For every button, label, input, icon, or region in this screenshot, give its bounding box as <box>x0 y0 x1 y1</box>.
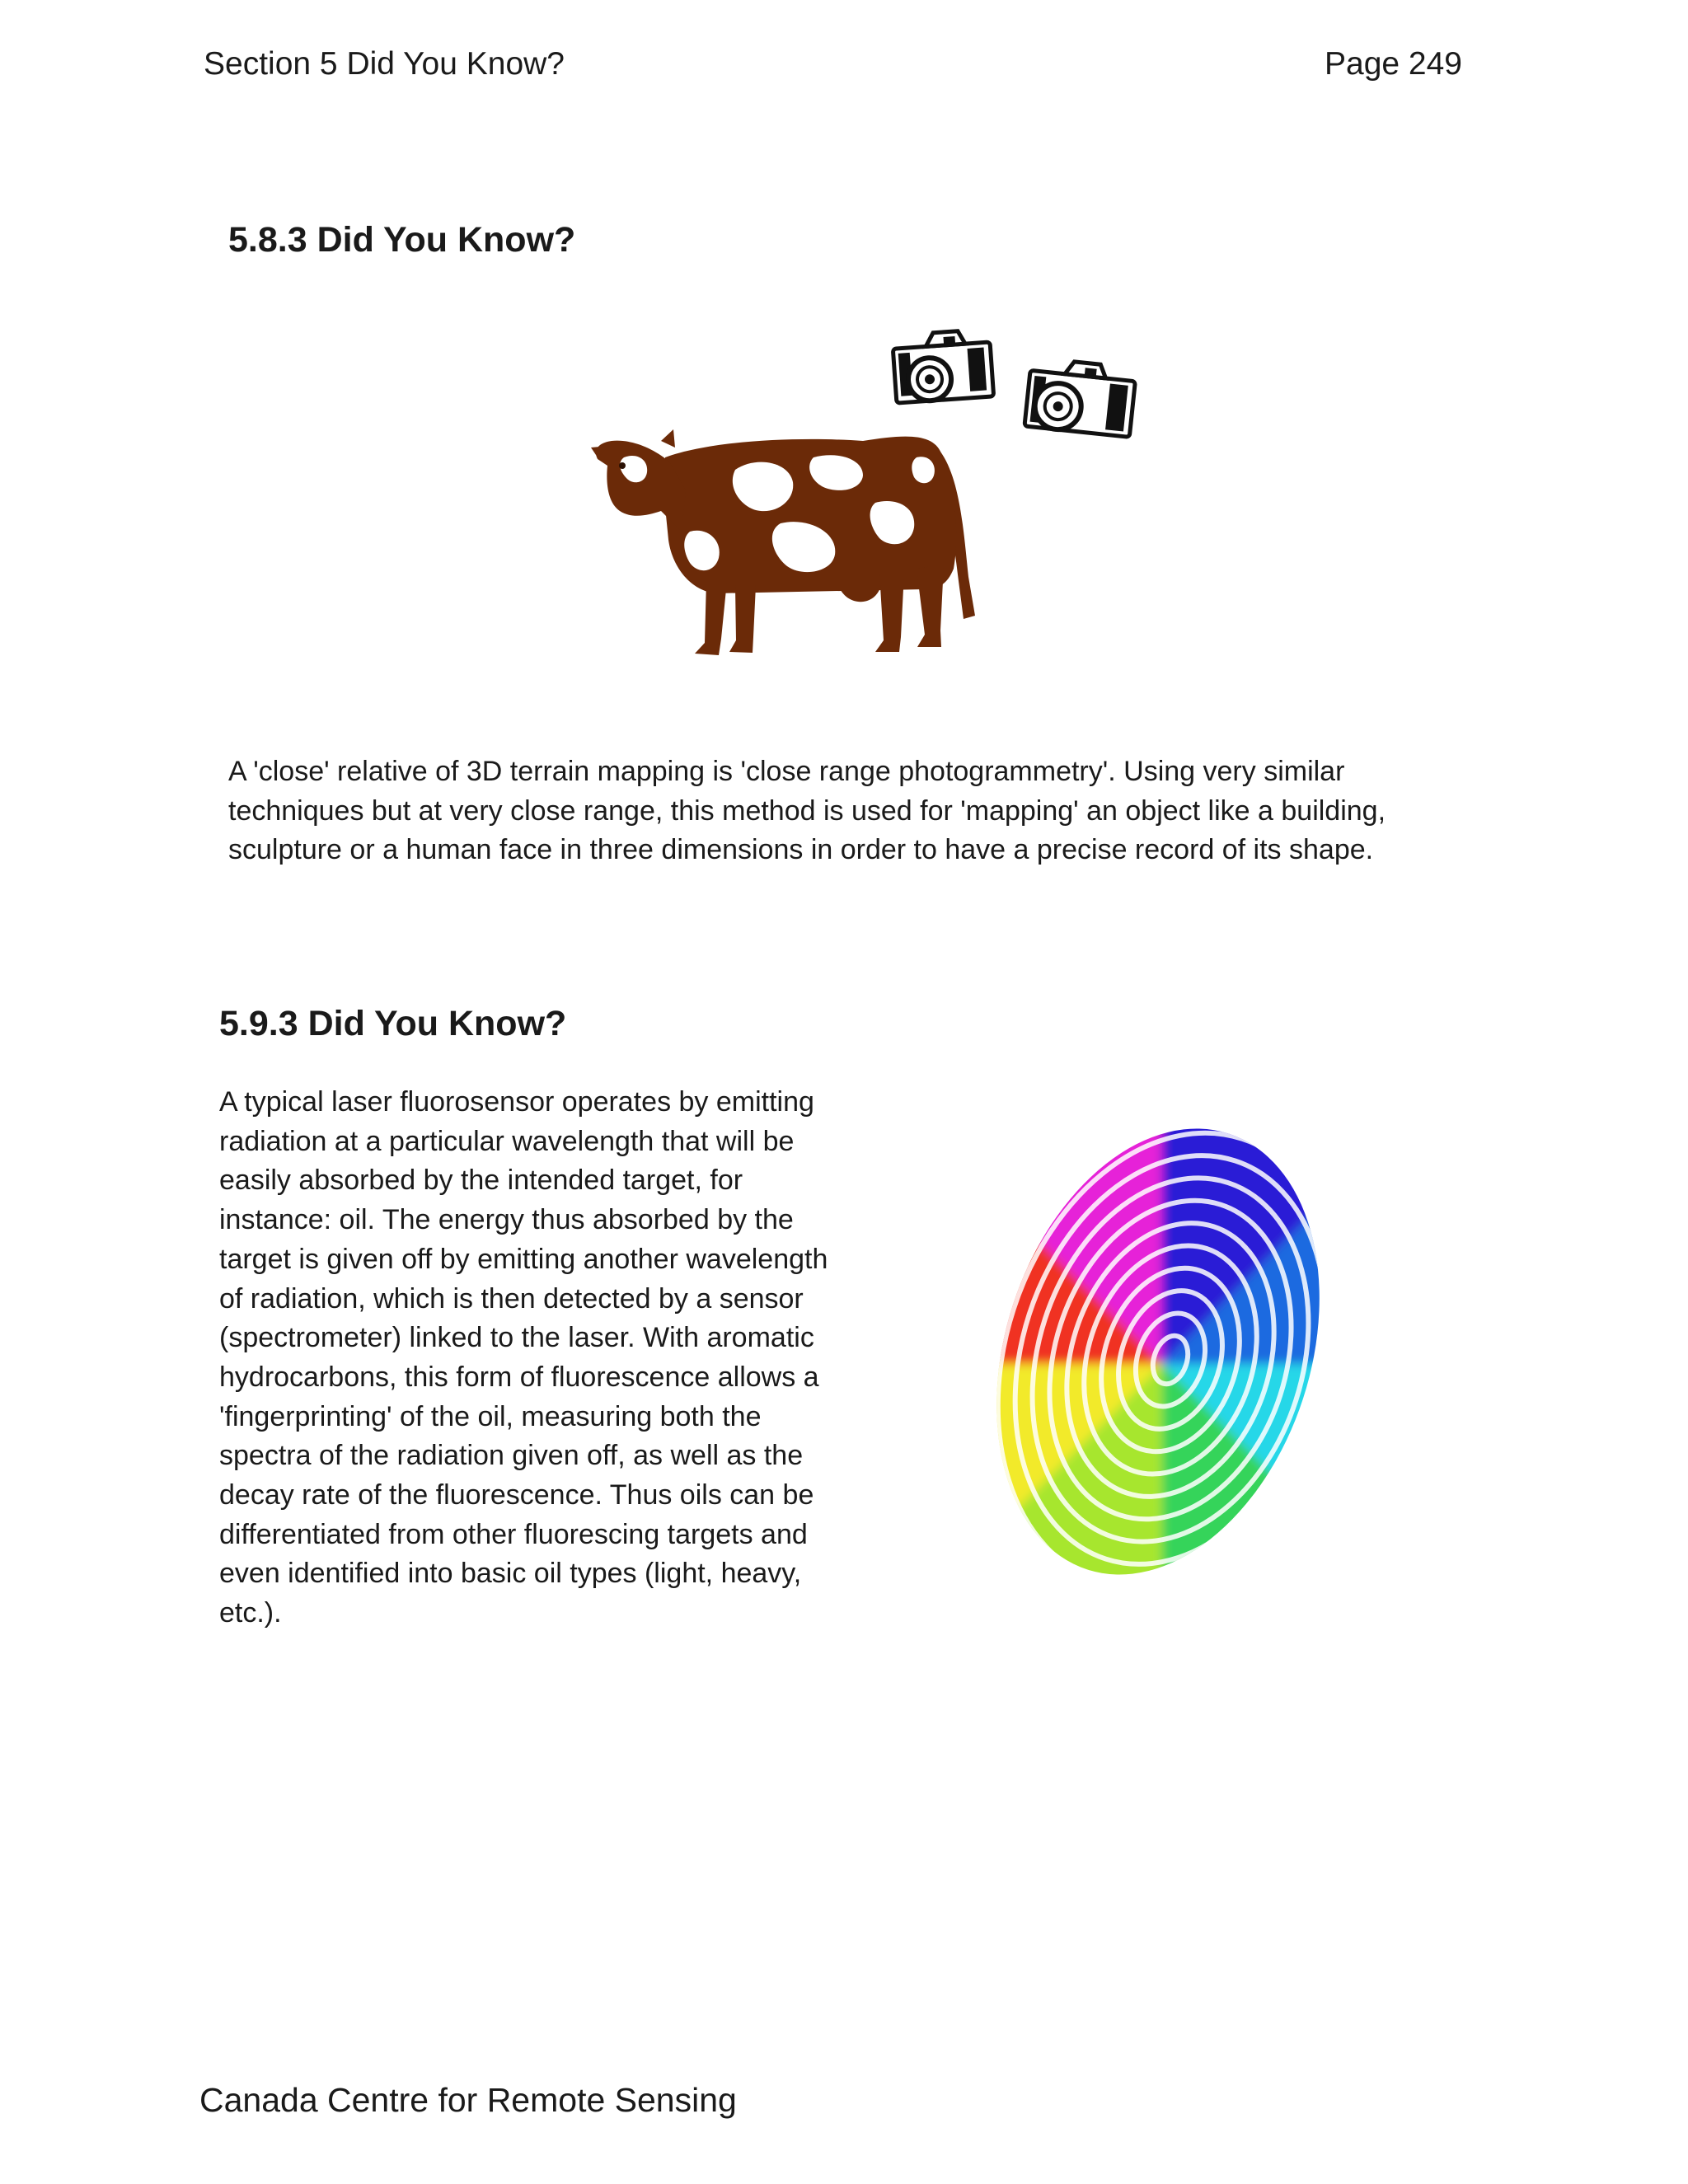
paragraph-line: even identified into basic oil types (light, heavy, <box>219 1558 802 1590</box>
paragraph-line: instance: oil. The energy thus absorbed by the <box>219 1204 794 1236</box>
paragraph-line: differentiated from other fluorescing targets and <box>219 1518 808 1550</box>
paragraph-line: A 'close' relative of 3D terrain mapping is 'close range photogrammetry'. Using very similar <box>228 756 1345 787</box>
paragraph-line: target is given off by emitting another wavelength <box>219 1243 828 1275</box>
fingerprint-illustration <box>985 1113 1331 1591</box>
section-593-paragraph <box>219 1083 895 1633</box>
camera-icon <box>1020 354 1143 441</box>
fingerprint-icon <box>985 1113 1331 1591</box>
paragraph-line: techniques but at very close range, this method is used for 'mapping' an object like a building, <box>228 794 1386 827</box>
paragraph-line: 'fingerprinting' of the oil, measuring both the <box>219 1400 762 1432</box>
section-583-paragraph <box>228 752 1481 870</box>
footer-organization: Canada Centre for Remote Sensing <box>199 2081 737 2119</box>
running-header-page-number: Page 249 <box>1325 46 1462 82</box>
paragraph-line: etc.). <box>219 1597 282 1629</box>
section-583-heading: 5.8.3 Did You Know? <box>228 220 576 260</box>
paragraph-line: decay rate of the fluorescence. Thus oils can be <box>219 1479 814 1511</box>
section-593-heading: 5.9.3 Did You Know? <box>219 1004 567 1043</box>
camera-icon <box>888 326 1000 408</box>
paragraph-line: A typical laser fluorosensor operates by emitting <box>219 1086 814 1118</box>
running-header-section: Section 5 Did You Know? <box>204 46 565 82</box>
paragraph-line: radiation at a particular wavelength that will be <box>219 1125 795 1157</box>
paragraph-line: sculpture or a human face in three dimensions in order to have a precise record of its shape. <box>228 834 1374 866</box>
paragraph-line: (spectrometer) linked to the laser. With aromatic <box>219 1322 814 1354</box>
cow-camera-illustration <box>577 326 1154 672</box>
paragraph-line: of radiation, which is then detected by a sensor <box>219 1282 804 1315</box>
paragraph-line: easily absorbed by the intended target, for <box>219 1165 743 1197</box>
cow-icon <box>591 424 978 659</box>
paragraph-line: spectra of the radiation given off, as well as the <box>219 1440 804 1472</box>
paragraph-line: hydrocarbons, this form of fluorescence allows a <box>219 1361 819 1393</box>
